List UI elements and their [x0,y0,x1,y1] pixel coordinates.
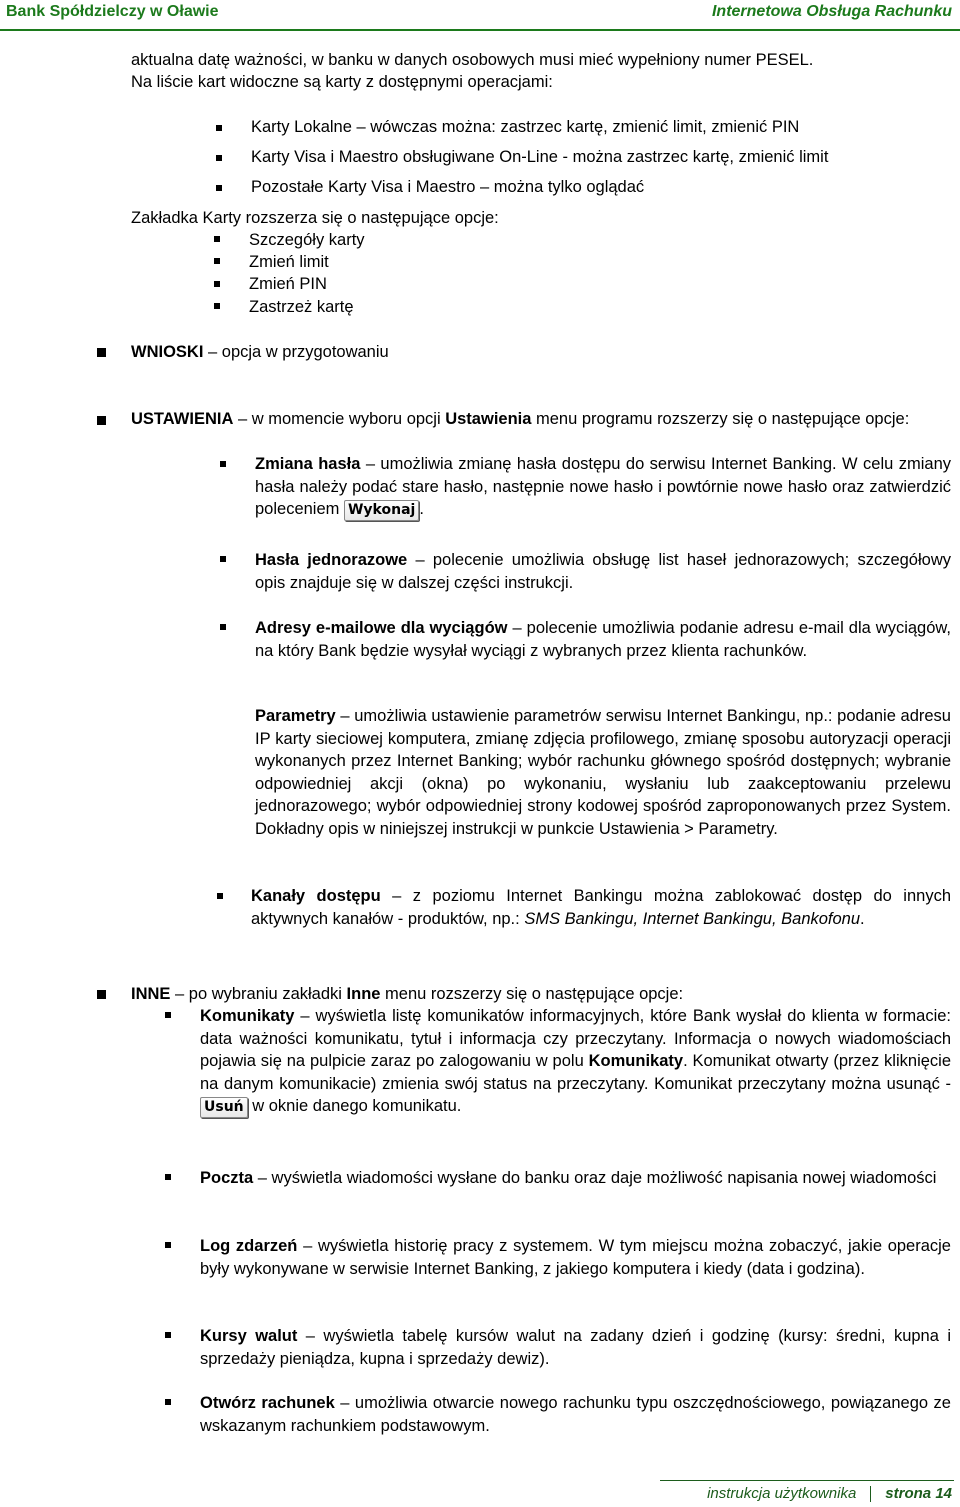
option-text: – polecenie umożliwia obsługę list haseł jednorazowych; szczegółowy opis znajduje się w dalszej części instrukcji. [255,551,951,592]
document-title: Internetowa Obsługa Rachunku [711,3,952,20]
section-wnioski [131,341,389,364]
page-number: 14 [935,1485,952,1502]
card-tab-option: Zmień limit [249,253,329,271]
bullet-square-icon [165,1399,171,1405]
section-text: – opcja w przygotowaniu [203,343,389,361]
bullet-square-icon [165,1332,171,1338]
option-title: Adresy e-mailowe dla wyciągów [255,619,508,637]
card-type-item: Karty Lokalne – wówczas można: zastrzec kartę, zmienić limit, zmienić PIN [251,118,800,136]
channel-list: SMS Bankingu, Internet Bankingu, Bankofonu [524,909,861,928]
section-bullet-icon [97,990,106,999]
menu-name: Ustawienia [445,410,532,428]
page-footer [707,1485,952,1502]
card-tab-option: Zastrzeż kartę [249,298,354,316]
option-title: Hasła jednorazowe [255,551,408,569]
bullet-square-icon [217,893,223,899]
option-title: Kanały dostępu [251,887,381,905]
option-log-zdarzen [200,1235,951,1280]
section-inne [131,983,951,1006]
card-type-item: Karty Visa i Maestro obsługiwane On-Line - można zastrzec kartę, zmienić limit [251,148,829,166]
card-tab-intro: Zakładka Karty rozszerza się o następujące opcje: [131,209,499,227]
option-text: – wyświetla listę komunikatów informacyjnych, które Bank wysłał do klienta w formacie: data ważności komunikatu, tytuł i informacja czy przeczytany. Informacja o nowych wiadomościach pojawia się na pulpicie zaraz po zalogowaniu w polu [200,1007,951,1070]
bank-name: Bank Spółdzielczy w Oławie [6,3,219,20]
bullet-square-icon [216,125,222,131]
option-title: Zmiana hasła [255,455,361,473]
section-title: WNIOSKI [131,343,204,361]
option-title: Parametry [255,707,336,725]
section-title: INNE [131,985,171,1003]
card-tab-option: Szczegóły karty [249,231,365,249]
section-ustawienia [131,408,951,431]
card-type-item: Pozostałe Karty Visa i Maestro – można tylko oglądać [251,178,645,196]
option-title: Otwórz rachunek [200,1394,335,1412]
option-text: – wyświetla historię pracy z systemem. W tym miejscu można zobaczyć, jakie operacje były wykonywane w serwisie Internet Banking, z jakiego komputera i kiedy (data i godzina). [200,1237,951,1278]
bullet-square-icon [165,1174,171,1180]
section-title: USTAWIENIA [131,410,234,428]
option-text: – polecenie umożliwia podanie adresu e-mail dla wyciągów, na który Bank będzie wysyłał wyciągi z wybranych przez klienta rachunków. [255,619,951,660]
page-word: strona [885,1485,932,1502]
bullet-square-icon [214,303,220,309]
option-title: Log zdarzeń [200,1237,298,1255]
option-text: – wyświetla tabelę kursów walut na zadany dzień i godzinę (kursy: średni, kupna i sprzedaży pieniądza, kupna i sprzedaży dewiz). [200,1327,951,1368]
option-komunikaty [200,1005,951,1118]
option-text: – wyświetla wiadomości wysłane do banku oraz daje możliwość napisania nowej wiadomości [253,1169,937,1187]
bullet-square-icon [216,185,222,191]
option-title: Komunikaty [200,1007,295,1025]
section-text: – po wybraniu zakładki [170,985,347,1003]
footer-separator [870,1486,871,1502]
header-rule [0,29,960,31]
bullet-square-icon [220,624,226,630]
section-bullet-icon [97,416,106,425]
option-title: Poczta [200,1169,254,1187]
option-text: – z poziomu Internet Bankingu można zablokować dostęp do innych aktywnych kanałów - produktów, np.: [251,887,951,928]
card-tab-option: Zmień PIN [249,275,327,293]
bullet-square-icon [214,236,220,242]
section-text: – w momencie wyboru opcji [233,410,446,428]
menu-name: Inne [346,985,381,1003]
bullet-square-icon [165,1012,171,1018]
bullet-square-icon [214,258,220,264]
option-text: w oknie danego komunikatu. [247,1097,462,1115]
bullet-square-icon [220,461,226,467]
option-zmiana-hasla [255,453,951,521]
option-text: . [860,909,865,928]
option-text: – umożliwia otwarcie nowego rachunku typu oszczędnościowego, powiązanego ze wskazanym rachunkiem podstawowym. [200,1394,951,1435]
option-title: Kursy walut [200,1327,298,1345]
section-text: menu programu rozszerzy się o następujące opcje: [531,410,910,428]
option-otworz-rachunek [200,1392,951,1437]
option-text: – umożliwia zmianę hasła dostępu do serwisu Internet Banking. W celu zmiany hasła należy podać stare hasło, następnie nowe hasło i powtórnie nowe hasło oraz zatwierdzić poleceniem [255,455,952,518]
option-hasla-jednorazowe [255,549,951,594]
option-kursy-walut [200,1325,951,1370]
execute-button[interactable]: Wykonaj [344,500,419,521]
option-parametry [255,705,951,840]
option-adresy-email [255,617,951,662]
bullet-square-icon [165,1242,171,1248]
section-bullet-icon [97,348,106,357]
intro-line-1: aktualna datę ważności, w banku w danych osobowych musi mieć wypełniony numer PESEL. [131,51,814,69]
option-kanaly-dostepu [251,885,951,930]
delete-button[interactable]: Usuń [200,1097,248,1118]
section-text: menu rozszerzy się o następujące opcje: [380,985,684,1003]
option-text: – umożliwia ustawienie parametrów serwisu Internet Bankingu, np.: podanie adresu IP karty sieciowej komputera, zmianę zdjęcia profilowego, zmianę sposobu autoryzacji operacji wykonanych przez Internet Banking; wybór rachunku głównego spośród dostępnych; wybranie odpowiedniej akcji (okna) po wykonaniu, wysłaniu lub zaakceptowaniu przelewu jednorazowego; wybór odpowiedniej strony kodowej spośród zaproponowanych przez System. Dokładny opis w niniejszej instrukcji w punkcie Ustawienia > Parametry. [255,707,951,838]
page-header [0,0,960,26]
option-text: . Komunikat otwarty (przez kliknięcie na danym komunikacie) zmienia swój status na przeczytany. Komunikat przeczytany można usunąć - [200,1052,951,1093]
bullet-square-icon [216,155,222,161]
bullet-square-icon [220,556,226,562]
option-poczta [200,1167,951,1190]
footer-rule [660,1480,954,1481]
footer-label: instrukcja użytkownika [707,1485,857,1502]
bullet-square-icon [214,281,220,287]
field-name: Komunikaty [588,1052,684,1070]
option-text: . [419,500,424,518]
intro-line-2: Na liście kart widoczne są karty z dostępnymi operacjami: [131,73,553,91]
